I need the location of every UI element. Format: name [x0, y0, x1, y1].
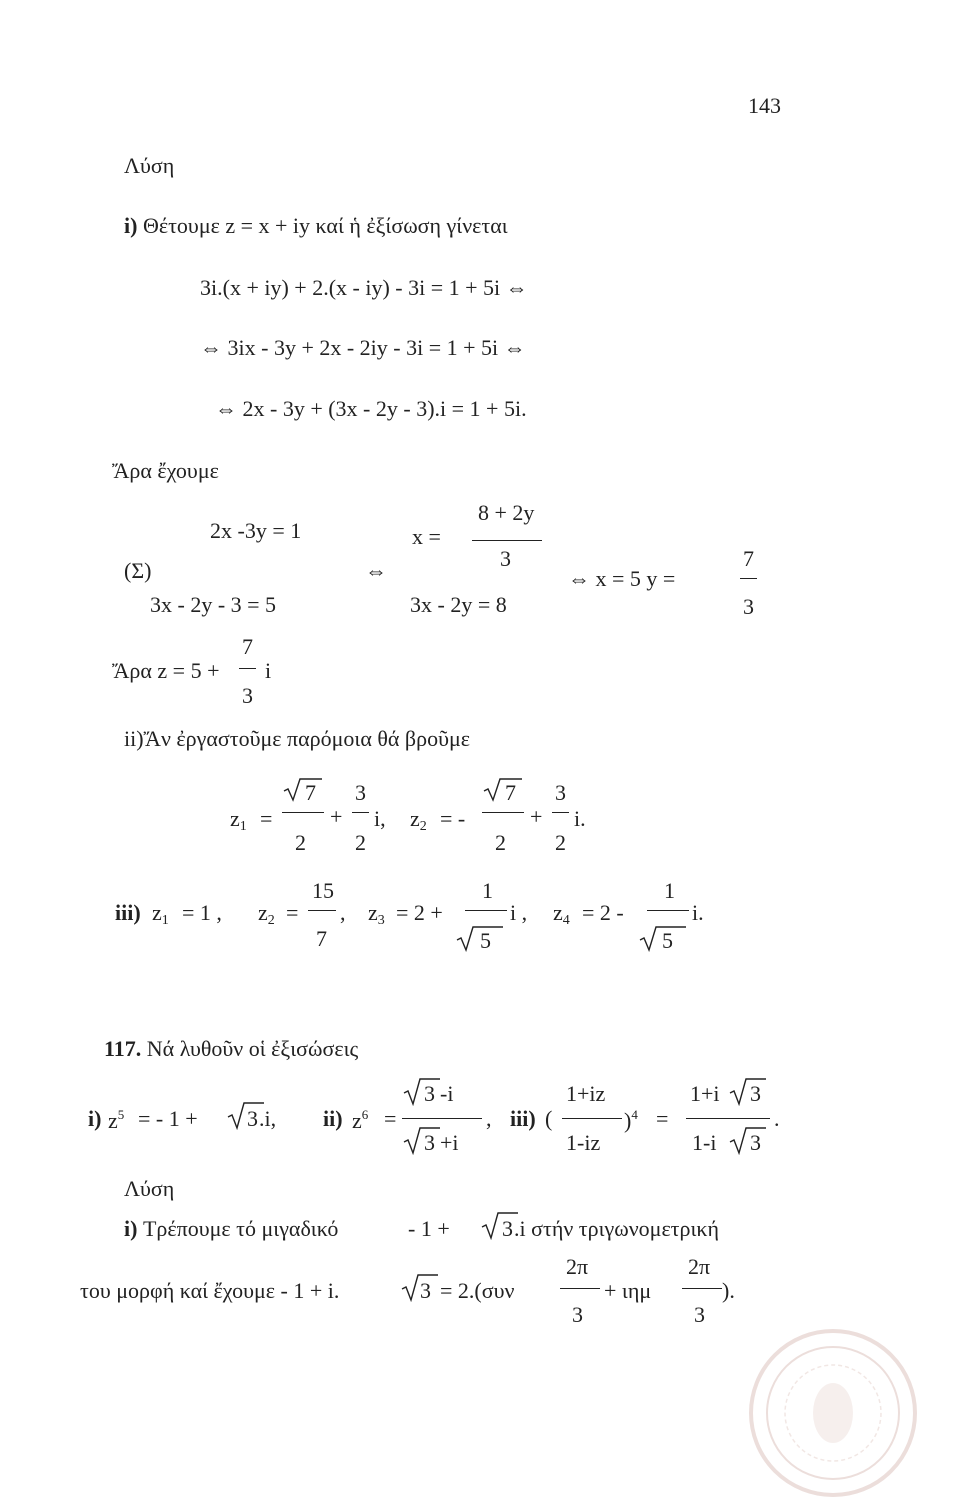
- equation-line-2: ⇔ 3ix - 3y + 2x - 2iy - 3i = 1 + 5i ⇔: [200, 335, 526, 360]
- system2-eq-2: 3x - 2y = 8: [410, 592, 507, 617]
- eq-ii-comma: ,: [486, 1106, 492, 1131]
- iii-z2-bar: [308, 910, 336, 911]
- z1-im-denominator: 2: [355, 830, 366, 855]
- eq-iii-rhs-den-sqrt: 3: [750, 1130, 761, 1155]
- eq-ii-num-tail: -i: [440, 1081, 454, 1106]
- iii-z4-numerator: 1: [664, 878, 675, 903]
- eq-ii-den-tail: +i: [440, 1130, 459, 1155]
- problem-number: 117.: [104, 1036, 142, 1061]
- z1-im-numerator: 3: [355, 780, 366, 805]
- solution-line-2-bar2: [682, 1288, 722, 1289]
- iii-comma: ,: [340, 900, 346, 925]
- eq-ii-z: $z^6$: [352, 1107, 369, 1133]
- part-ii-intro: ii)Ἄν ἐργαστοῦμε παρόμοια θά βροῦμε: [124, 726, 471, 751]
- eq-iii-numerator: 1+iz: [566, 1081, 606, 1106]
- eq-iii-rhs-num: 1+i: [690, 1081, 720, 1106]
- ara-z-bar: [239, 668, 256, 669]
- solution-line-2: του μορφή καί ἔχουμε - 1 + i.: [80, 1278, 340, 1303]
- iii-z1-value: = 1 ,: [182, 900, 222, 925]
- sqrt-icon: [728, 1125, 768, 1155]
- solution-line-1-expr: - 1 +: [408, 1216, 450, 1241]
- eq-ii-den-sqrt: 3: [424, 1130, 435, 1155]
- eq-i-sqrt3: 3: [247, 1106, 258, 1131]
- fraction-numerator: 8 + 2y: [478, 500, 535, 525]
- z1-denominator: 2: [295, 830, 306, 855]
- iii-z4: $z_4$: [553, 900, 570, 928]
- ara-z: Ἄρα z = 5 +: [112, 658, 220, 683]
- eq-iii-label: iii): [510, 1106, 536, 1131]
- iii-z1: $z_1$: [152, 900, 169, 928]
- solution-line-1-text: Τρέπουμε τό μιγαδικό: [142, 1216, 339, 1241]
- sqrt5-radicand: 5: [662, 928, 673, 953]
- x-equals: x =: [412, 524, 441, 549]
- z2-symbol: $z_2$: [410, 806, 427, 834]
- eq-iii-rhs-bar: [686, 1118, 770, 1119]
- z2-im-bar: [552, 812, 569, 813]
- solution-heading-2: Λύση: [124, 1176, 175, 1201]
- sqrt7-radicand: 7: [505, 780, 516, 805]
- problem-text: Νά λυθοῦν οἱ ἐξισώσεις: [146, 1036, 359, 1061]
- eq-iii-open: (: [545, 1106, 553, 1131]
- iii-z3-numerator: 1: [482, 878, 493, 903]
- sqrt-icon: [282, 776, 324, 805]
- solution-line-2-close: ).: [722, 1278, 735, 1303]
- eq-ii-bar: [402, 1118, 482, 1119]
- solution-y-bar: [740, 578, 757, 579]
- part-i-intro: [124, 215, 508, 237]
- solution-y-numerator: 7: [743, 546, 754, 571]
- library-stamp-icon: [745, 1325, 920, 1500]
- system-eq-2: 3x - 2y - 3 = 5: [150, 592, 277, 617]
- system-label: (Σ): [124, 558, 152, 583]
- sqrt-icon: [402, 1076, 442, 1106]
- equation-line-1: 3i.(x + iy) + 2.(x - iy) - 3i = 1 + 5i ⇔: [200, 275, 528, 300]
- sqrt-icon: [402, 1125, 442, 1155]
- iii-z2-numerator: 15: [312, 878, 334, 903]
- z2-im-numerator: 3: [555, 780, 566, 805]
- part-i-intro-text: Θέτουμε z = x + iy καί ἡ ἐξίσωση γίνεται: [142, 213, 508, 238]
- sqrt-icon: [728, 1076, 768, 1106]
- solution-xy: ⇔ x = 5 y =: [568, 566, 676, 591]
- z1-equals: =: [260, 806, 273, 831]
- fraction-denominator: 3: [500, 546, 511, 571]
- eq-iii-rhs-num-sqrt: 3: [750, 1081, 761, 1106]
- z1-i: i,: [374, 806, 386, 831]
- z2-fraction-bar: [482, 812, 524, 813]
- z2-equals: = -: [440, 806, 466, 831]
- ara-z-numerator: 7: [242, 634, 253, 659]
- part-iii-label: iii): [115, 900, 141, 925]
- eq-ii-label: ii): [323, 1106, 343, 1131]
- part-i-label: i): [124, 213, 138, 238]
- eq-ii-equals: =: [384, 1106, 397, 1131]
- iii-z2: $z_2$: [258, 900, 275, 928]
- equivalence-arrow: ⇔: [365, 558, 387, 583]
- eq-iii-denominator: 1-iz: [566, 1130, 601, 1155]
- solution-line-2-den2: 3: [694, 1302, 705, 1327]
- ara-exoume: Ἄρα ἔχουμε: [112, 458, 219, 483]
- z2-i: i.: [574, 806, 586, 831]
- iii-z4-value: = 2 -: [582, 900, 624, 925]
- solution-line-2-num2: 2π: [688, 1254, 711, 1279]
- iii-z3: $z_3$: [368, 900, 385, 928]
- fraction-bar: [472, 540, 542, 541]
- solution-line-2-bar: [560, 1288, 600, 1289]
- equation-line-3: ⇔ 2x - 3y + (3x - 2y - 3).i = 1 + 5i.: [215, 396, 527, 421]
- sqrt5-radicand: 5: [480, 928, 491, 953]
- z2-denominator: 2: [495, 830, 506, 855]
- iii-z4-i: i.: [692, 900, 704, 925]
- z2-im-denominator: 2: [555, 830, 566, 855]
- solution-line-2-den: 3: [572, 1302, 583, 1327]
- z2-plus: +: [530, 804, 543, 829]
- eq-i-z: $z^5$: [108, 1107, 125, 1133]
- eq-iii-close: )$^4$: [624, 1107, 638, 1133]
- iii-z3-bar: [465, 910, 507, 911]
- solution-line-1-tail: .i στήν τριγωνομετρική: [514, 1216, 720, 1241]
- solution-line-2-plus: + ιημ: [604, 1278, 652, 1303]
- z1-fraction-bar: [282, 812, 324, 813]
- solution-line-2-num: 2π: [566, 1254, 589, 1279]
- sqrt-icon: [482, 776, 524, 805]
- ara-z-denominator: 3: [242, 683, 253, 708]
- eq-iii-equals: =: [656, 1106, 669, 1131]
- eq-iii-rhs-den: 1-i: [692, 1130, 717, 1155]
- solution-line-1: [124, 1218, 338, 1240]
- iii-z3-value: = 2 +: [396, 900, 443, 925]
- eq-ii-num-sqrt: 3: [424, 1081, 435, 1106]
- system-eq-1: 2x -3y = 1: [210, 518, 302, 543]
- sqrt7-radicand: 7: [305, 780, 316, 805]
- eq-i-rhs: = - 1 +: [138, 1106, 198, 1131]
- z1-im-bar: [352, 812, 369, 813]
- z1-plus: +: [330, 804, 343, 829]
- iii-z3-i: i ,: [510, 900, 528, 925]
- eq-i-tail: .i,: [259, 1106, 277, 1131]
- problem-117: [104, 1038, 358, 1060]
- solution-line-2-sqrt: 3: [420, 1278, 431, 1303]
- ara-z-i: i: [265, 658, 272, 683]
- solution-line-1-sqrt: 3: [502, 1216, 513, 1241]
- page-number: 143: [748, 93, 781, 118]
- eq-i-label: i): [88, 1106, 102, 1131]
- solution-line-2-eq: = 2.(συν: [440, 1278, 515, 1303]
- iii-z2-equals: =: [286, 900, 299, 925]
- solution-heading: Λύση: [124, 153, 175, 178]
- eq-iii-dot: .: [774, 1106, 780, 1131]
- iii-z2-denominator: 7: [316, 926, 327, 951]
- iii-z4-bar: [647, 910, 689, 911]
- solution-line-1-label: i): [124, 1216, 138, 1241]
- z1-symbol: $z_1$: [230, 806, 247, 834]
- eq-iii-bar: [562, 1118, 622, 1119]
- solution-y-denominator: 3: [743, 594, 754, 619]
